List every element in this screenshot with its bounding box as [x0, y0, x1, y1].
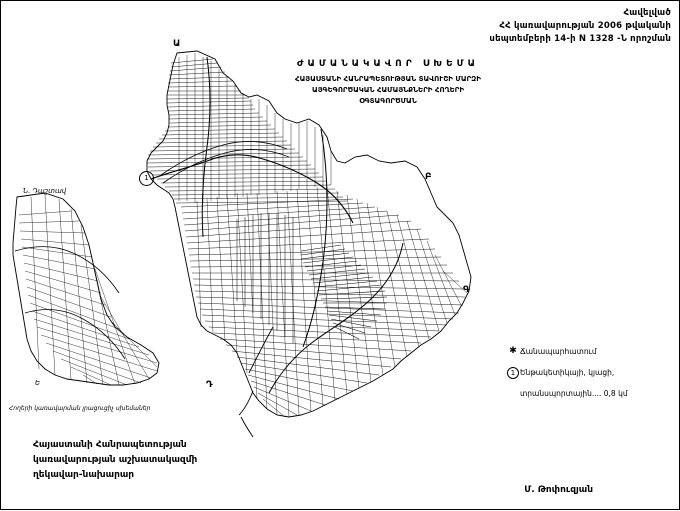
signature-line1: Հայաստանի Հանրապետության: [33, 440, 187, 450]
inset-label-north: Ն. Դաշտավ: [23, 187, 67, 195]
author-name: Մ. Թոփուզյան: [524, 485, 593, 495]
inset-label-south: Ե: [35, 379, 41, 387]
legend-item-transport: [506, 367, 676, 379]
map-title-line3: ՕԳՏԱԳՈՐԾՄԱՆ: [359, 97, 417, 105]
legend-item-crossroad: [506, 346, 676, 358]
map-title-line1: ՀԱՅԱՍՏԱՆԻ ՀԱՆՐԱՊԵՏՈՒԹՅԱՆ ՏԱՎՈՒՇԻ ՄԱՐԶԻ: [295, 75, 481, 83]
map-legend: [506, 346, 676, 399]
map-title-line2: ԱՅԳԵԳՈՐԾԱԿԱՆ ՀԱՄԱՅՆՔՆԵՐԻ ՀՈՂԵՐԻ: [312, 86, 464, 94]
circle-one-icon: 1: [506, 367, 520, 379]
map-label-d: Դ: [206, 380, 213, 390]
map-marker-1: 1: [139, 171, 154, 186]
appendix-header-line3: սեպտեմբերի 14-ի N 1328 -Ն որոշման: [489, 34, 671, 44]
appendix-header-line1: Հավելված: [623, 8, 671, 18]
legend-item-transport-label: Ենթակետիկայի, կյացի,: [520, 368, 615, 377]
legend-item-transport-sub: տրանսպորտային.... 0,8 կմ: [520, 389, 628, 398]
appendix-header-line2: ՀՀ կառավարության 2006 թվականի: [499, 21, 671, 31]
signature-line3: ղեկավար-նախարար: [33, 470, 135, 480]
signature-line2: կառավարության աշխատակազմի: [33, 455, 198, 465]
inset-caption: Հողերի կառավարման լրացուցիչ սխեմաներ: [9, 405, 151, 412]
map-label-g: Գ: [463, 285, 470, 295]
asterisk-icon: ✱: [509, 346, 517, 356]
map-drawing: [1, 1, 680, 511]
map-label-b: Բ: [425, 172, 432, 182]
map-label-a: Ա: [173, 39, 181, 49]
map-title-main: ԺԱՄԱՆԱԿԱՎՈՐ ՍԽԵՄԱ: [297, 59, 479, 69]
signature-block: [33, 438, 197, 483]
legend-item-crossroad-label: Ճանապարհատում: [520, 347, 597, 356]
